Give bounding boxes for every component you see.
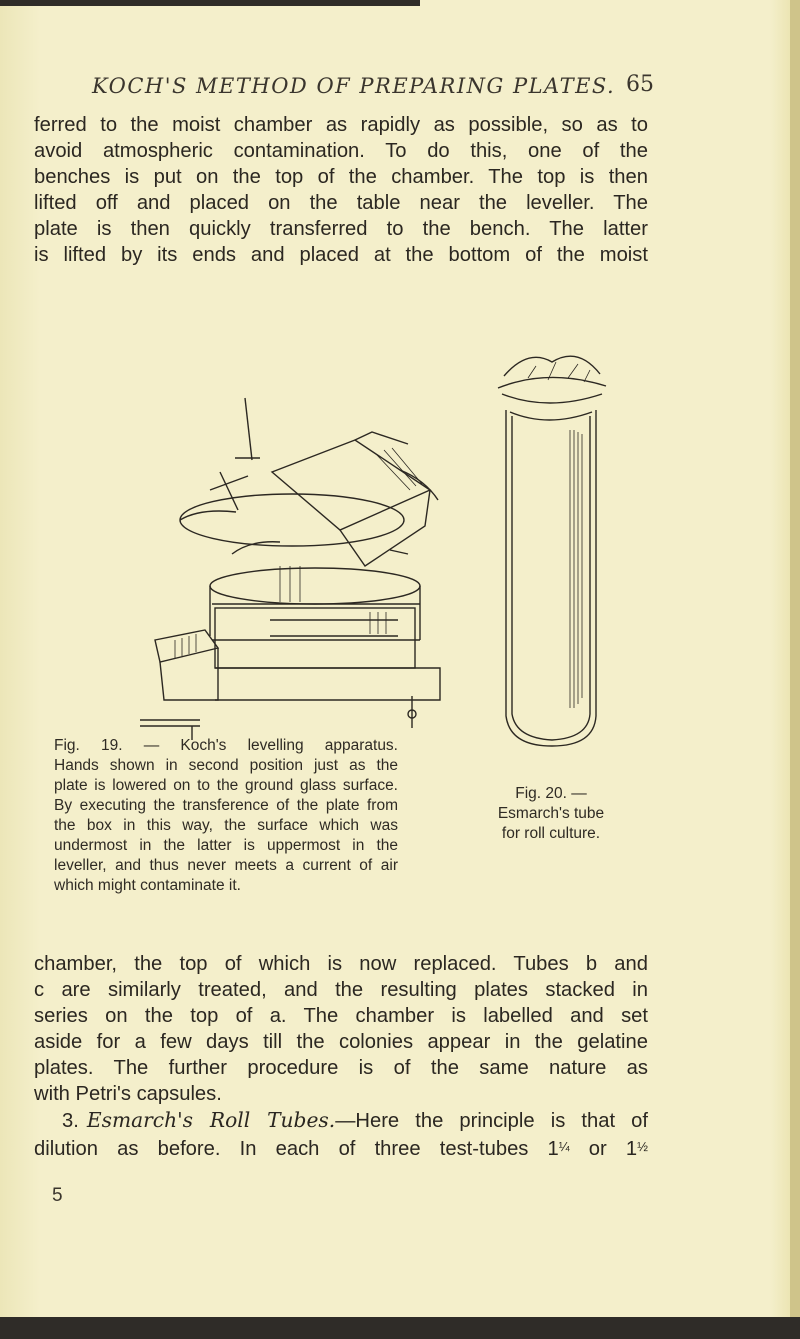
caption-line: Esmarch's tube xyxy=(497,805,605,822)
text-line: c are similarly treated, and the resulting plates stacked in xyxy=(34,979,648,1001)
fraction: ¼ xyxy=(558,1139,570,1154)
text-line: lifted off and placed on the table near the leveller. The xyxy=(34,192,648,214)
fraction: ½ xyxy=(637,1139,648,1154)
text-line xyxy=(34,1134,648,1162)
caption-line: plate is lowered on to the ground glass surface. xyxy=(54,777,398,794)
figure-19-caption xyxy=(54,736,398,896)
page-right-edge xyxy=(790,0,800,1339)
caption-line: undermost in the latter is uppermost in the xyxy=(54,837,398,854)
caption-line: leveller, and thus never meets a current of air xyxy=(54,857,398,874)
text-line: plates. The further procedure is of the same nature as xyxy=(34,1057,648,1079)
paragraph-middle xyxy=(34,951,648,1162)
text-line: aside for a few days till the colonies appear in the gelatine xyxy=(34,1031,648,1053)
text-line: benches is put on the top of the chamber. The top is then xyxy=(34,166,648,188)
text-line: plate is then quickly transferred to the bench. The latter xyxy=(34,218,648,240)
section-heading-line xyxy=(34,1107,648,1134)
text-line: avoid atmospheric contamination. To do this, one of the xyxy=(34,140,648,162)
text-line: ferred to the moist chamber as rapidly as possible, so as to xyxy=(34,114,648,136)
levelling-apparatus-illustration xyxy=(140,340,460,740)
caption-line: Hands shown in second position just as the xyxy=(54,757,398,774)
section-number: 3. xyxy=(62,1110,79,1132)
section-text: —Here the principle is that of xyxy=(335,1110,648,1132)
text-fragment: dilution as before. In each of three test-tubes 1 xyxy=(34,1138,559,1160)
text-line: is lifted by its ends and placed at the bottom of the moist xyxy=(34,244,648,266)
text-line: series on the top of a. The chamber is labelled and set xyxy=(34,1005,648,1027)
running-head: KOCH'S METHOD OF PREPARING PLATES. xyxy=(92,74,616,98)
signature-mark: 5 xyxy=(52,1185,63,1206)
figure-20-caption xyxy=(475,784,627,844)
section-title: Esmarch's Roll Tubes. xyxy=(86,1108,336,1132)
caption-line: By executing the transference of the plate from xyxy=(54,797,398,814)
caption-line: which might contaminate it. xyxy=(54,877,241,894)
caption-line: for roll culture. xyxy=(501,825,601,842)
caption-line: Fig. 19. — Koch's levelling apparatus. xyxy=(54,737,398,754)
bottom-scan-edge xyxy=(0,1317,800,1339)
page-number: 65 xyxy=(626,72,654,97)
top-scan-edge xyxy=(0,0,420,6)
paragraph-top xyxy=(34,112,648,268)
caption-line: the box in this way, the surface which was xyxy=(54,817,398,834)
text-line: with Petri's capsules. xyxy=(34,1083,222,1105)
caption-line: Fig. 20. — xyxy=(515,785,587,802)
text-line: chamber, the top of which is now replaced. Tubes b and xyxy=(34,953,648,975)
text-fragment: or 1 xyxy=(569,1138,638,1160)
esmarch-tube-illustration xyxy=(488,348,616,748)
